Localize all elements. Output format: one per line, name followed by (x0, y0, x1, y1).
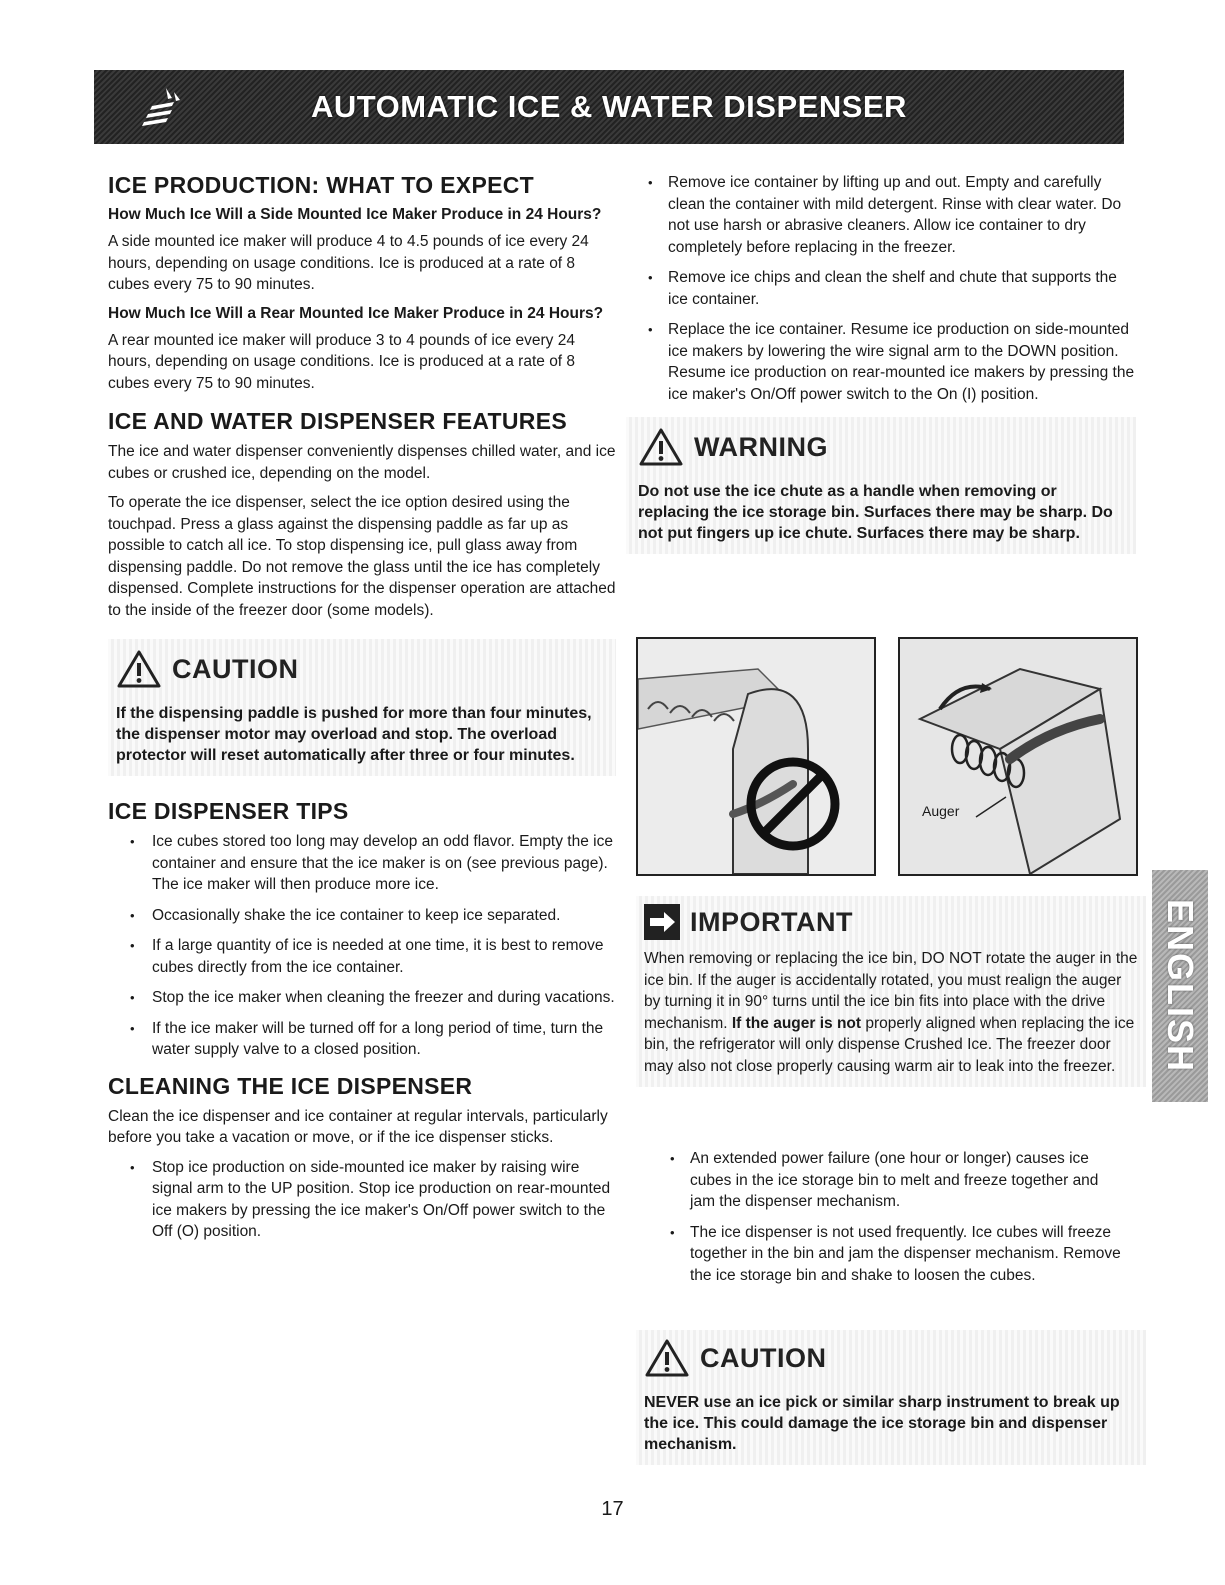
caution-title-2: CAUTION (700, 1342, 827, 1373)
caution-box-ice-pick (636, 1330, 1146, 1465)
warning-triangle-icon (638, 427, 684, 467)
question-side-mounted: How Much Ice Will a Side Mounted Ice Maker Produce in 24 Hours? (108, 206, 602, 223)
important-text-part-1: When removing or replacing the ice bin, DO NOT rotate the auger in the ice bin. If the auger is accidentally rotated, you must realign the auger by turning it in 90° turns until the ice bin fits into place with the drive mechanism. (644, 950, 1138, 1032)
cleaning-list-right (646, 172, 1136, 405)
auger-illustration (900, 639, 1136, 874)
section-heading-cleaning: CLEANING THE ICE DISPENSER (108, 1072, 473, 1099)
left-column (108, 172, 616, 1252)
tip-item: • If the ice maker will be turned off for a long period of time, turn the water supply valve to a closed position. (108, 1018, 616, 1061)
language-tab (1152, 870, 1208, 1102)
page-title: AUTOMATIC ICE & WATER DISPENSER (311, 89, 907, 124)
cleaning-step: • Stop ice production on side-mounted ice maker by raising wire signal arm to the UP position. Stop ice production on rear-mounted ice makers by pressing the ice maker's On/Off power switch to the Off (O) position. (108, 1157, 616, 1243)
caution-text: If the dispensing paddle is pushed for more than four minutes, the dispenser motor may overload and stop. The overload protector will reset automatically after three or four minutes. (116, 705, 592, 764)
caution-box-paddle (108, 639, 616, 776)
answer-side-mounted: A side mounted ice maker will produce 4 to 4.5 pounds of ice every 24 hours, depending on usage conditions. Ice is produced at a rate of 8 cubes every 75 to 90 minutes. (108, 233, 589, 293)
warning-box (626, 417, 1136, 554)
section-heading-production: ICE PRODUCTION: WHAT TO EXPECT (108, 172, 534, 198)
auger-label: Auger (922, 803, 960, 819)
features-paragraph-2: To operate the ice dispenser, select the ice option desired using the touchpad. Press a glass against the dispensing paddle as far up as possible to catch all ice. To stop dispensing ice, pull glass away from dispensing paddle. Do not remove the glass until the ice has completely dispensed. Complete instructions for the dispenser operation are attached to the inside of the freezer door (some models). (108, 494, 616, 619)
warning-title: WARNING (694, 431, 828, 462)
tip-item: • Ice cubes stored too long may develop an odd flavor. Empty the ice container and ensure that the ice maker is on (see previous page). The ice maker will then produce more ice. (108, 831, 616, 896)
important-text-part-2: properly aligned when replacing the ice bin, the refrigerator will only dispense Crushed Ice. The freezer door may also not close properly causing warm air to leak into the freezer. (644, 1014, 1135, 1075)
header-banner (94, 70, 1124, 144)
important-box (636, 896, 1146, 1087)
important-list (646, 1148, 1126, 1286)
arrow-right-icon (644, 904, 680, 940)
cleaning-list-left (108, 1157, 616, 1243)
answer-rear-mounted: A rear mounted ice maker will produce 3 to 4 pounds of ice every 24 hours, depending on usage conditions. Ice is produced at a rate of 8 cubes every 75 to 90 minutes. (108, 331, 576, 392)
warning-triangle-icon (116, 649, 162, 689)
ice-water-icon (138, 82, 188, 130)
language-tab-label: ENGLISH (1160, 898, 1201, 1073)
question-rear-mounted: How Much Ice Will a Rear Mounted Ice Maker Produce in 24 Hours? (108, 304, 604, 322)
warning-text: Do not use the ice chute as a handle when removing or replacing the ice storage bin. Surfaces there may be sharp. Do not put fingers up ice chute. Surfaces there may be sharp. (638, 483, 1113, 542)
figure-auger (898, 637, 1138, 876)
section-heading-features: ICE AND WATER DISPENSER FEATURES (108, 408, 567, 434)
important-title: IMPORTANT (690, 906, 853, 937)
cleaning-paragraph: Clean the ice dispenser and ice container at regular intervals, particularly before you take a vacation or move, or if the ice dispenser sticks. (108, 1107, 608, 1146)
figure-no-chute-handle (636, 637, 876, 876)
tips-list (108, 831, 616, 1061)
caution-title: CAUTION (172, 653, 299, 684)
caution-text-2: NEVER use an ice pick or similar sharp instrument to break up the ice. This could damage the ice storage bin and dispenser mechanism. (644, 1394, 1120, 1453)
warning-triangle-icon (644, 1338, 690, 1378)
right-column (638, 172, 1136, 566)
important-item: • An extended power failure (one hour or longer) causes ice cubes in the ice storage bin to melt and freeze together and jam the dispenser mechanism. (646, 1148, 1126, 1213)
ice-chute-illustration (638, 639, 874, 874)
important-list-wrap (646, 1148, 1126, 1295)
tip-item: • If a large quantity of ice is needed at one time, it is best to remove cubes directly from the ice container. (108, 935, 616, 978)
important-item: • The ice dispenser is not used frequently. Ice cubes will freeze together in the bin and jam the dispenser mechanism. Remove the ice storage bin and shake to loosen the cubes. (646, 1222, 1126, 1287)
section-heading-tips: ICE DISPENSER TIPS (108, 798, 349, 824)
tip-item: • Stop the ice maker when cleaning the freezer and during vacations. (108, 987, 616, 1009)
important-text (644, 948, 1140, 1077)
important-text-emphasis: If the auger is not (731, 1014, 862, 1032)
tip-item: • Occasionally shake the ice container to keep ice separated. (108, 905, 616, 927)
features-paragraph-1: The ice and water dispenser conveniently dispenses chilled water, and ice cubes or crushed ice, depending on the model. (108, 443, 616, 482)
cleaning-step: • Replace the ice container. Resume ice production on side-mounted ice makers by lowering the wire signal arm to the DOWN position. Resume ice production on rear-mounted ice makers by pressing the ice maker's On/Off power switch to the On (I) position. (646, 319, 1136, 405)
page-number: 17 (601, 1498, 624, 1520)
cleaning-step: • Remove ice chips and clean the shelf and chute that supports the ice container. (646, 267, 1136, 310)
cleaning-step: • Remove ice container by lifting up and out. Empty and carefully clean the container with mild detergent. Rinse with clear water. Do not use harsh or abrasive cleaners. Allow ice container to dry completely before replacing in the freezer. (646, 172, 1136, 258)
